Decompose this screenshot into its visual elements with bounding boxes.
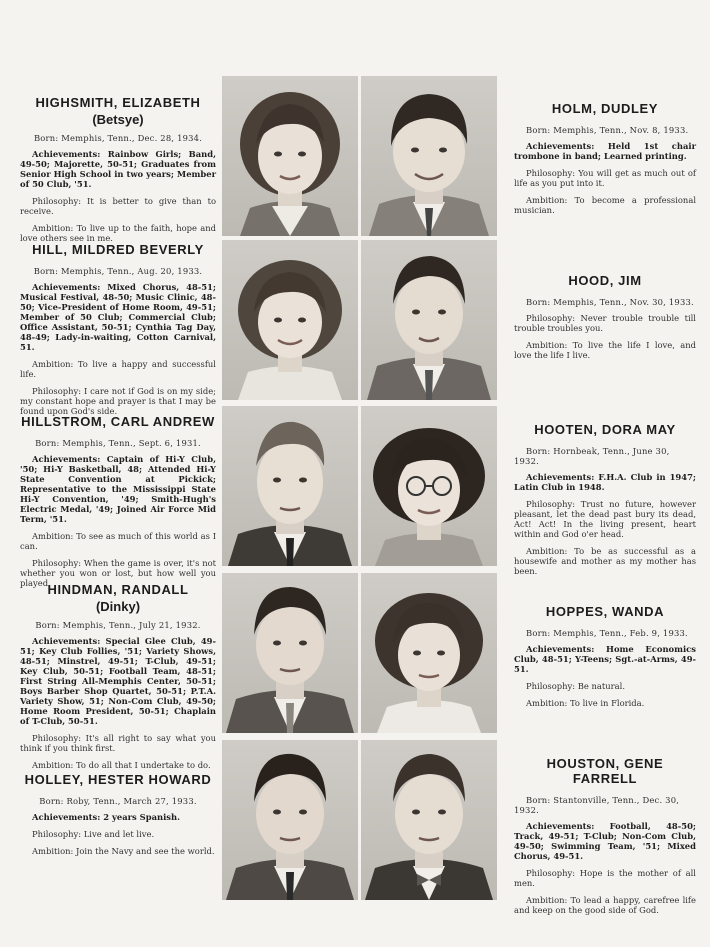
portrait-hooten xyxy=(361,406,497,566)
ambition: Ambition: To do all that I undertake to do. xyxy=(32,760,211,770)
philosophy: Philosophy: It's all right to say what you think if you think first. xyxy=(20,733,216,753)
bio-holley xyxy=(20,772,216,863)
ambition: Ambition: To become a professional musician. xyxy=(514,195,696,215)
achievements: Achievements: Mixed Chorus, 48-51; Musical Festival, 48-50; Music Clinic, 48-50; Vice-President of Home Room, 49-51; Member of 50 Club; Commercial Club; Office Assistant, 50-51; Cynthia Tag Day, 48-49; Lady-in-waiting, Cotton Carnival, 51. xyxy=(20,282,216,352)
portrait-hoppes xyxy=(361,573,497,733)
bio-hill xyxy=(20,242,216,423)
student-name: HILLSTROM, CARL ANDREW xyxy=(21,414,215,429)
portrait-hill xyxy=(222,240,358,400)
bio-hindman xyxy=(20,582,216,777)
bio-houston xyxy=(514,756,696,922)
portrait-hood xyxy=(361,240,497,400)
student-name: HOOD, JIM xyxy=(568,273,642,288)
born-line: Born: Memphis, Tenn., Feb. 9, 1933. xyxy=(526,628,688,638)
bio-hooten xyxy=(514,422,696,583)
bio-hoppes xyxy=(514,604,696,715)
ambition: Ambition: To see as much of this world as I can. xyxy=(20,531,216,551)
student-name: HOUSTON, GENE FARRELL xyxy=(546,756,664,786)
philosophy: Philosophy: When the game is over, it's not whether you won or lost, but how well you played. xyxy=(20,558,216,588)
born-line: Born: Stantonville, Tenn., Dec. 30, 1932. xyxy=(514,795,680,815)
achievements: Achievements: F.H.A. Club in 1947; Latin Club in 1948. xyxy=(514,472,696,492)
born-line: Born: Memphis, Tenn., Nov. 30, 1933. xyxy=(526,297,694,307)
student-name: HOLM, DUDLEY xyxy=(551,101,659,116)
bio-hood xyxy=(514,273,696,367)
philosophy: Philosophy: Live and let live. xyxy=(32,829,155,839)
ambition: Ambition: To live the life I love, and love the life I live. xyxy=(514,340,696,360)
achievements: Achievements: Special Glee Club, 49-51; Key Club Follies, '51; Variety Shows, 48-51; Minstrel, 49-51; T-Club, 49-51; Key Club, 50-51; Football Team, 48-51; First String All-Memphis Center, 50-51; Boys Barber Shop Quartet, 50-51; P.T.A. Variety Show, 51; Non-Com Club, 49-50; Home Room President, 50-51; Chaplain of T-Club, 50-51. xyxy=(20,636,216,726)
born-line: Born: Memphis, Tenn., Dec. 28, 1934. xyxy=(33,133,203,143)
student-name: HIGHSMITH, ELIZABETH xyxy=(35,95,201,110)
philosophy: Philosophy: Never trouble trouble till trouble troubles you. xyxy=(514,313,696,333)
born-line: Born: Memphis, Tenn., Aug. 20, 1933. xyxy=(33,266,203,276)
born-line: Born: Memphis, Tenn., Sept. 6, 1931. xyxy=(35,438,201,448)
student-name: HOOTEN, DORA MAY xyxy=(534,422,676,437)
achievements: Achievements: 2 years Spanish. xyxy=(32,812,180,822)
bio-hillstrom xyxy=(20,414,216,595)
ambition: Ambition: To live up to the faith, hope and love others see in me. xyxy=(20,223,216,243)
achievements: Achievements: Rainbow Girls; Band, 49-50; Majorette, 50-51; Graduates from Senior High School in two years; Member of 50 Club, '51. xyxy=(20,149,216,189)
student-name: HOPPES, WANDA xyxy=(545,604,665,619)
student-name: HOLLEY, HESTER HOWARD xyxy=(24,772,212,787)
born-line: Born: Hornbeak, Tenn., June 30, 1932. xyxy=(514,446,670,466)
bio-highsmith xyxy=(20,95,216,250)
achievements: Achievements: Football, 48-50; Track, 49-51; T-Club; Non-Com Club, 49-50; Swimming Team, '51; Mixed Chorus, 49-51. xyxy=(514,821,696,861)
ambition: Ambition: To live in Florida. xyxy=(526,698,645,708)
student-nickname: (Betsye) xyxy=(92,112,144,127)
portrait-holley xyxy=(222,740,358,900)
philosophy: Philosophy: It is better to give than to receive. xyxy=(20,196,216,216)
portrait-hindman xyxy=(222,573,358,733)
portrait-holm xyxy=(361,76,497,236)
philosophy: Philosophy: You will get as much out of life as you put into it. xyxy=(514,168,696,188)
born-line: Born: Roby, Tenn., March 27, 1933. xyxy=(39,796,197,806)
portrait-highsmith xyxy=(222,76,358,236)
achievements: Achievements: Held 1st chair trombone in band; Learned printing. xyxy=(514,141,696,161)
ambition: Ambition: Join the Navy and see the world. xyxy=(32,846,215,856)
portrait-hillstrom xyxy=(222,406,358,566)
ambition: Ambition: To live a happy and successful life. xyxy=(20,359,216,379)
philosophy: Philosophy: Be natural. xyxy=(526,681,625,691)
philosophy: Philosophy: Hope is the mother of all men. xyxy=(514,868,696,888)
born-line: Born: Memphis, Tenn., July 21, 1932. xyxy=(35,620,201,630)
student-nickname: (Dinky) xyxy=(95,599,141,614)
achievements: Achievements: Home Economics Club, 48-51; Y-Teens; Sgt.-at-Arms, 49-51. xyxy=(514,644,696,674)
philosophy: Philosophy: I care not if God is on my side; my constant hope and prayer is that I may be found upon God's side. xyxy=(20,386,216,416)
student-name: HINDMAN, RANDALL xyxy=(47,582,189,597)
philosophy: Philosophy: Trust no future, however pleasant, let the dead past bury its dead, Act! Act! In the living present, heart within and God o'er head. xyxy=(514,499,696,539)
bio-holm xyxy=(514,101,696,222)
ambition: Ambition: To be as successful as a housewife and mother as my mother has been. xyxy=(514,546,696,576)
ambition: Ambition: To lead a happy, carefree life and keep on the good side of God. xyxy=(514,895,696,915)
student-name: HILL, MILDRED BEVERLY xyxy=(32,242,204,257)
born-line: Born: Memphis, Tenn., Nov. 8, 1933. xyxy=(526,125,689,135)
achievements: Achievements: Captain of Hi-Y Club, '50; Hi-Y Basketball, 48; Attended Hi-Y State Convention at Pickick; Representative to the Mississippi State Hi-Y Convention, '49; Smith-Hugh's Electric Medal, '49; Joined Air Force Mid Term, '51. xyxy=(20,454,216,524)
portrait-houston xyxy=(361,740,497,900)
